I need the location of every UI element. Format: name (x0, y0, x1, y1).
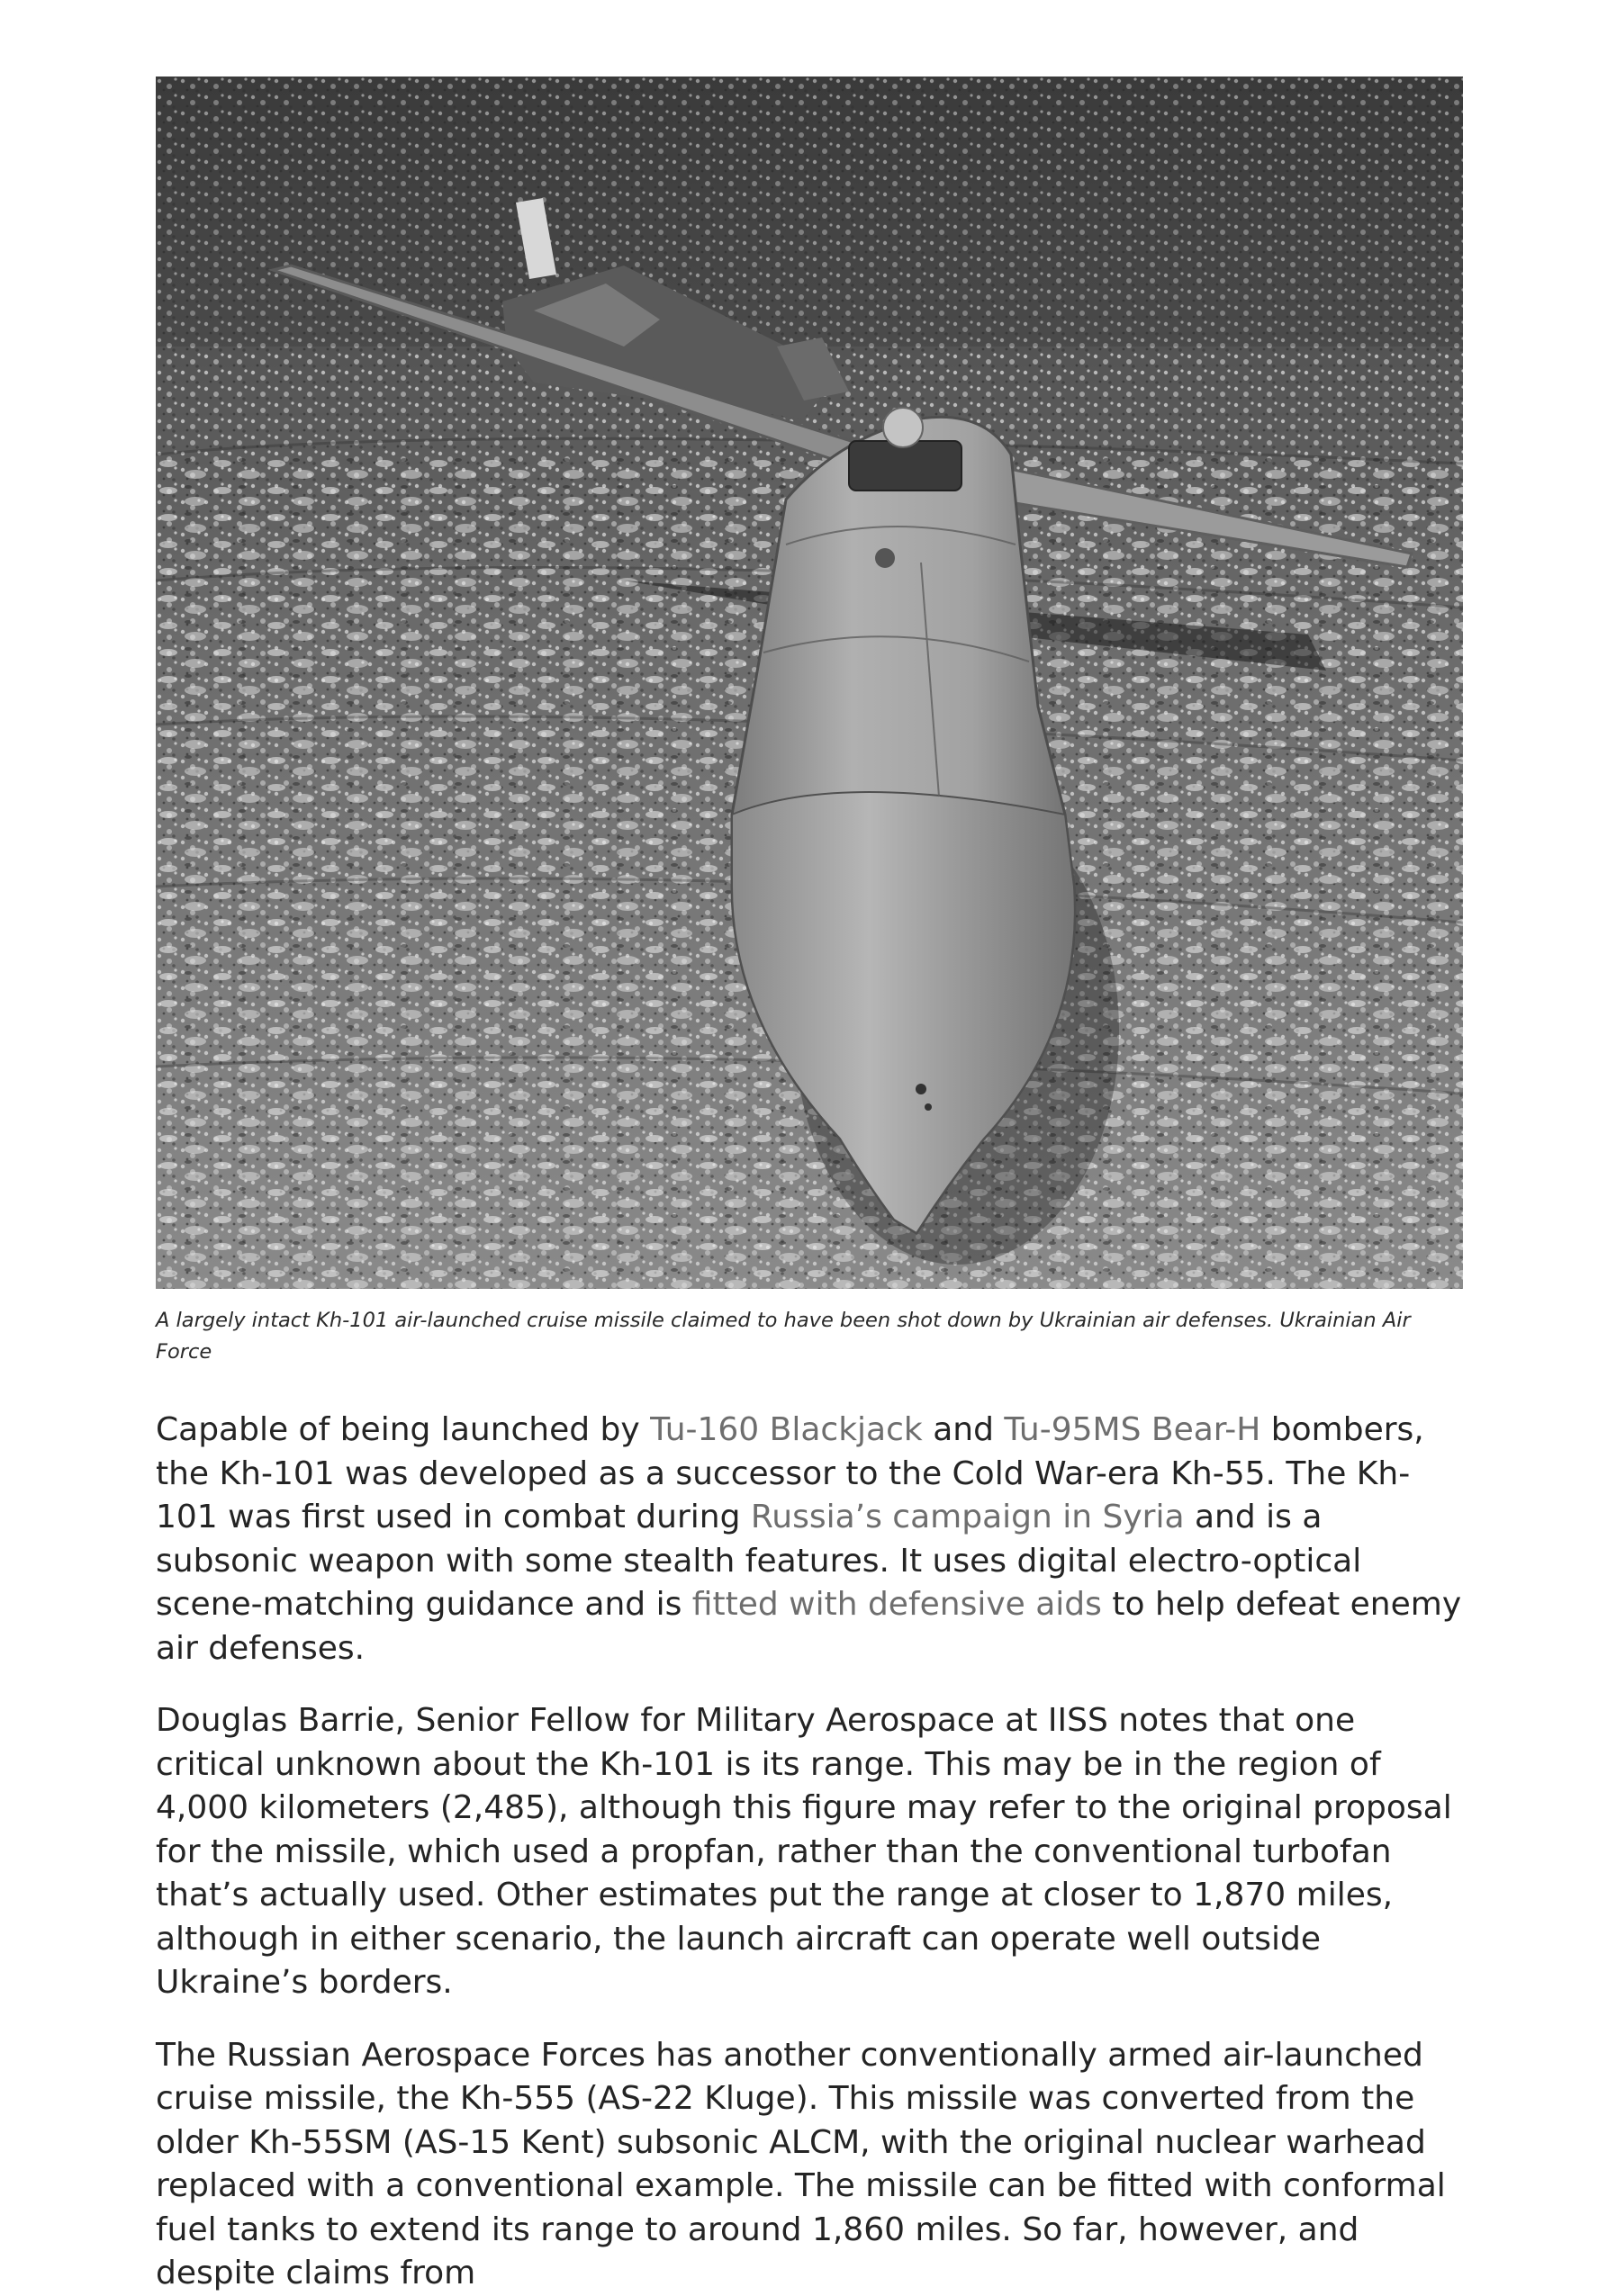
paragraph-1-text: and is a subsonic weapon with some stealth features. It uses digital electro-optical scene-matching guidance and is (156, 1499, 1362, 1623)
paragraph-3-text: The Russian Aerospace Forces has another conventionally armed air-launched cruise missile, the Kh-555 (AS-22 Kluge). This missile was converted from the older Kh-55SM (AS-15 Kent) subsonic ALCM, with the original nuclear warhead replaced with a conventional example. The missile can be fitted with conformal fuel tanks to extend its range to around 1,860 miles. So far, however, and despite claims from (156, 2036, 1446, 2291)
link-defensive-aids[interactable]: fitted with defensive aids (691, 1586, 1102, 1623)
link-tu-160-blackjack[interactable]: Tu-160 Blackjack (650, 1411, 923, 1448)
paragraph-1-text: to help defeat enemy air defenses. (156, 1586, 1462, 1667)
paragraph-3 (156, 2034, 1463, 2296)
paragraph-1 (156, 1409, 1463, 1670)
paragraph-1-text: and (922, 1411, 1005, 1448)
link-tu-95ms-bear-h[interactable]: Tu-95MS Bear-H (1004, 1411, 1261, 1448)
crashed-missile-photo (156, 77, 1463, 1289)
paragraph-2-text: Douglas Barrie, Senior Fellow for Military Aerospace at IISS notes that one critical unknown about the Kh-101 is its range. This may be in the region of 4,000 kilometers (2,485), although this figure may refer to the original proposal for the missile, which used a propfan, rather than the conventional turbofan that’s actually used. Other estimates put the range at closer to 1,870 miles, although in either scenario, the launch aircraft can operate well outside Ukraine’s borders. (156, 1702, 1452, 2001)
article (156, 77, 1463, 2296)
photo-caption: A largely intact Kh-101 air-launched cruise missile claimed to have been shot down by Ukrainian air defenses. Ukrainian Air Force (156, 1309, 1411, 1364)
paragraph-1-text: bombers, the Kh-101 was developed as a successor to the Cold War-era Kh-55. The Kh-101 was first used in combat during (156, 1411, 1424, 1535)
article-figure (156, 77, 1463, 1368)
paragraph-1-text: Capable of being launched by (156, 1411, 651, 1448)
link-russia-campaign-syria[interactable]: Russia’s campaign in Syria (750, 1499, 1185, 1535)
paragraph-2 (156, 1699, 1463, 2005)
